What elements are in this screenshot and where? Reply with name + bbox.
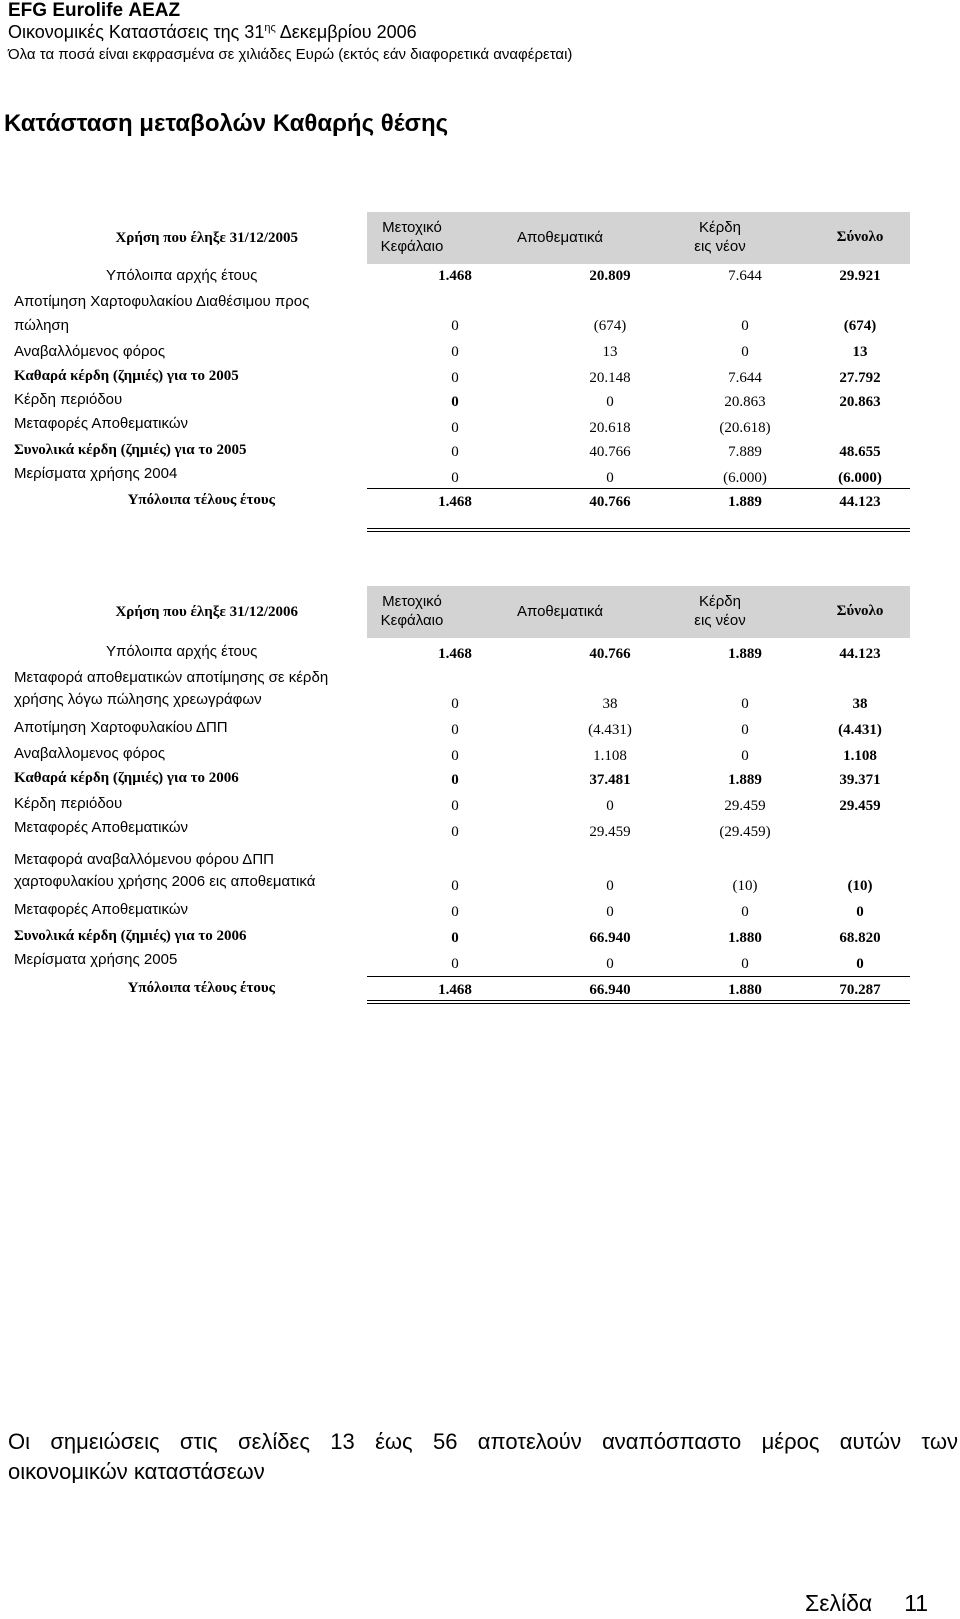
cell-retained-earnings: 29.459	[724, 798, 766, 814]
page-label: Σελίδα	[805, 1590, 873, 1616]
cell-total: 20.863	[839, 394, 881, 410]
col-share-capital-line1: Μετοχικό	[382, 219, 442, 236]
row-label: Μεταφορά αποθεματικών αποτίμησης σε κέρδη	[14, 669, 329, 686]
cell-share-capital: 1.468	[438, 646, 472, 662]
row-label: Καθαρά κέρδη (ζημιές) για το 2005	[14, 368, 239, 384]
cell-share-capital: 0	[451, 930, 459, 946]
row-label: Μερίσματα χρήσης 2004	[14, 465, 178, 482]
cell-reserves: 37.481	[589, 772, 631, 788]
row-label: Μεταφορά αναβαλλόμενου φόρου ΔΠΠ	[14, 851, 274, 868]
cell-share-capital: 0	[451, 344, 459, 360]
row-label: Καθαρά κέρδη (ζημιές) για το 2006	[14, 770, 239, 786]
subtitle-text-end: Δεκεμβρίου 2006	[275, 22, 417, 42]
col-reserves-header: Αποθεματικά	[516, 603, 604, 620]
table-2006-header	[0, 586, 960, 638]
total-double-rule-top	[367, 528, 910, 529]
cell-retained-earnings: (6.000)	[723, 470, 767, 486]
row-label: Μεταφορές Αποθεματικών	[14, 819, 189, 836]
cell-total: 39.371	[839, 772, 881, 788]
cell-total: 44.123	[839, 494, 881, 510]
cell-total: (6.000)	[838, 470, 882, 486]
col-retained-earnings-line1: Κέρδη	[699, 219, 741, 236]
row-label: Κέρδη περιόδου	[14, 795, 123, 812]
total-double-rule-bottom	[367, 1003, 910, 1004]
cell-retained-earnings: 1.889	[728, 772, 762, 788]
table-2006-heading: Χρήση που έληξε 31/12/2006	[115, 604, 298, 620]
row-label: Μερίσματα χρήσης 2005	[14, 951, 178, 968]
table-2005-heading: Χρήση που έληξε 31/12/2005	[115, 230, 298, 246]
cell-retained-earnings: 1.889	[728, 646, 762, 662]
cell-total: (4.431)	[838, 722, 882, 738]
row-label-continued: πώληση	[14, 317, 70, 334]
subtotal-rule	[367, 488, 910, 489]
cell-total: 27.792	[839, 370, 881, 386]
cell-reserves: 40.766	[589, 494, 631, 510]
cell-total: 0	[856, 956, 864, 972]
col-share-capital-header	[372, 218, 452, 256]
subtitle-superscript: ης	[264, 22, 276, 34]
cell-share-capital: 0	[451, 370, 459, 386]
footer-notes-statement: Οι σημειώσεις στις σελίδες 13 έως 56 αποτελούν αναπόσπαστο μέρος αυτών των	[8, 1429, 958, 1454]
cell-reserves: 20.618	[589, 420, 631, 436]
cell-retained-earnings: (20.618)	[719, 420, 771, 436]
cell-reserves: 1.108	[593, 748, 627, 764]
col-total-header: Σύνολο	[836, 603, 884, 619]
cell-retained-earnings: 0	[741, 904, 749, 920]
cell-share-capital: 0	[451, 696, 459, 712]
cell-share-capital: 0	[451, 444, 459, 460]
cell-share-capital: 1.468	[438, 494, 472, 510]
cell-reserves: (4.431)	[588, 722, 632, 738]
row-label: Αναβαλλομενος φόρος	[14, 745, 166, 762]
col-share-capital-line2: Κεφάλαιο	[380, 238, 444, 255]
cell-share-capital: 0	[451, 772, 459, 788]
cell-reserves: 66.940	[589, 930, 631, 946]
row-label: Αποτίμηση Χαρτοφυλακίου ΔΠΠ	[14, 719, 228, 736]
cell-retained-earnings: 0	[741, 722, 749, 738]
cell-share-capital: 0	[451, 470, 459, 486]
cell-share-capital: 1.468	[438, 982, 472, 998]
col-share-capital-line2: Κεφάλαιο	[380, 612, 444, 629]
cell-reserves: 13	[602, 344, 618, 360]
statement-subtitle	[8, 22, 417, 43]
col-reserves-header: Αποθεματικά	[516, 229, 604, 246]
cell-reserves: 40.766	[589, 646, 631, 662]
row-label-continued: χαρτοφυλακίου χρήσης 2006 εις αποθεματικά	[14, 873, 316, 890]
cell-retained-earnings: 0	[741, 956, 749, 972]
cell-retained-earnings: 1.880	[728, 982, 762, 998]
cell-retained-earnings: 0	[741, 748, 749, 764]
cell-reserves: 38	[602, 696, 618, 712]
cell-retained-earnings: (10)	[732, 878, 758, 894]
page-number-value: 11	[904, 1590, 929, 1616]
row-label: Υπόλοιπα τέλους έτους	[127, 980, 275, 996]
row-label: Συνολικά κέρδη (ζημιές) για το 2006	[14, 928, 247, 944]
cell-reserves: 40.766	[589, 444, 631, 460]
cell-retained-earnings: 1.889	[728, 494, 762, 510]
cell-share-capital: 0	[451, 878, 459, 894]
cell-total: 38	[852, 696, 868, 712]
row-label: Υπόλοιπα αρχής έτους	[106, 643, 258, 660]
row-label: Μεταφορές Αποθεματικών	[14, 901, 189, 918]
page-title: Κατάσταση μεταβολών Καθαρής θέσης	[4, 110, 449, 137]
cell-total: 0	[856, 904, 864, 920]
cell-retained-earnings: 7.889	[728, 444, 762, 460]
cell-reserves: 29.459	[589, 824, 631, 840]
subtitle-text: Οικονομικές Καταστάσεις της 31	[8, 22, 265, 42]
cell-retained-earnings: 0	[741, 344, 749, 360]
col-share-capital-line1: Μετοχικό	[382, 593, 442, 610]
cell-share-capital: 0	[451, 798, 459, 814]
cell-retained-earnings: 20.863	[724, 394, 766, 410]
cell-reserves: 20.809	[589, 268, 631, 284]
cell-reserves: 0	[606, 956, 614, 972]
cell-reserves: 0	[606, 470, 614, 486]
cell-reserves: 0	[606, 904, 614, 920]
cell-share-capital: 0	[451, 956, 459, 972]
col-retained-earnings-header	[680, 592, 760, 630]
page-number	[805, 1590, 928, 1617]
cell-total: 48.655	[839, 444, 881, 460]
row-label: Συνολικά κέρδη (ζημιές) για το 2005	[14, 442, 247, 458]
row-label: Αποτίμηση Χαρτοφυλακίου Διαθέσιμου προς	[14, 293, 310, 310]
cell-share-capital: 0	[451, 748, 459, 764]
cell-retained-earnings: 1.880	[728, 930, 762, 946]
col-share-capital-header	[372, 592, 452, 630]
cell-reserves: 0	[606, 878, 614, 894]
row-label: Κέρδη περιόδου	[14, 391, 123, 408]
cell-total: 29.921	[839, 268, 881, 284]
row-label-continued: χρήσης λόγω πώλησης χρεωγράφων	[14, 691, 262, 708]
cell-total: 1.108	[843, 748, 877, 764]
cell-reserves: 20.148	[589, 370, 631, 386]
cell-total: 70.287	[839, 982, 881, 998]
cell-retained-earnings: 0	[741, 318, 749, 334]
cell-share-capital: 0	[451, 904, 459, 920]
cell-reserves: 0	[606, 798, 614, 814]
cell-total: (10)	[847, 878, 873, 894]
col-retained-earnings-line2: εις νέον	[694, 612, 746, 629]
col-total-header: Σύνολο	[836, 229, 884, 245]
col-retained-earnings-line1: Κέρδη	[699, 593, 741, 610]
currency-note: Όλα τα ποσά είναι εκφρασμένα σε χιλιάδες Ευρώ (εκτός εάν διαφορετικά αναφέρεται)	[8, 46, 573, 63]
cell-total: 68.820	[839, 930, 881, 946]
cell-total: 13	[852, 344, 868, 360]
cell-share-capital: 0	[451, 318, 459, 334]
row-label: Μεταφορές Αποθεματικών	[14, 415, 189, 432]
row-label: Αναβαλλόμενος φόρος	[14, 343, 166, 360]
cell-total: (674)	[843, 318, 877, 334]
row-label: Υπόλοιπα αρχής έτους	[106, 267, 258, 284]
table-2005-header	[0, 212, 960, 264]
total-double-rule-bottom	[367, 531, 910, 532]
cell-share-capital: 0	[451, 394, 459, 410]
company-name: EFG Eurolife ΑΕΑΖ	[8, 0, 181, 21]
cell-share-capital: 0	[451, 420, 459, 436]
cell-share-capital: 0	[451, 824, 459, 840]
cell-retained-earnings: (29.459)	[719, 824, 771, 840]
cell-total: 29.459	[839, 798, 881, 814]
total-double-rule-top	[367, 1000, 910, 1001]
cell-retained-earnings: 7.644	[728, 268, 762, 284]
cell-share-capital: 0	[451, 722, 459, 738]
cell-reserves: (674)	[593, 318, 627, 334]
col-retained-earnings-header	[680, 218, 760, 256]
row-label: Υπόλοιπα τέλους έτους	[127, 492, 275, 508]
cell-reserves: 66.940	[589, 982, 631, 998]
cell-retained-earnings: 0	[741, 696, 749, 712]
cell-share-capital: 1.468	[438, 268, 472, 284]
cell-retained-earnings: 7.644	[728, 370, 762, 386]
cell-total: 44.123	[839, 646, 881, 662]
cell-reserves: 0	[606, 394, 614, 410]
subtotal-rule	[367, 976, 910, 977]
col-retained-earnings-line2: εις νέον	[694, 238, 746, 255]
footer-notes-statement-continued: οικονομικών καταστάσεων	[8, 1459, 265, 1484]
